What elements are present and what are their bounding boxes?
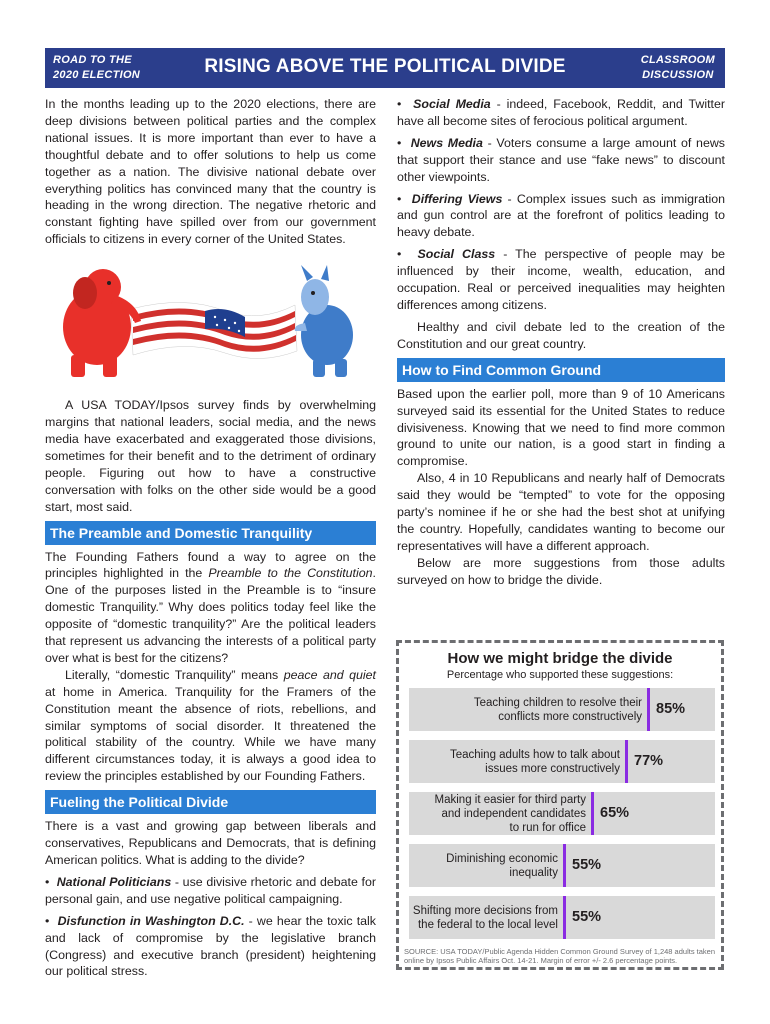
chart-value-label: 85% (656, 701, 686, 717)
section-heading-common-ground: How to Find Common Ground (397, 358, 725, 382)
activity-label-line2: DISCUSSION (642, 69, 714, 81)
illustration (45, 265, 376, 379)
chart-title: How we might bridge the divide (447, 650, 673, 667)
list-item: • Social Media - indeed, Facebook, Reddit, and Twitter have all become sites of ferocious political argument. (397, 97, 725, 128)
activity-label-line1: CLASSROOM (640, 54, 715, 66)
bullet-text: - Complex issues such as immigration and gun control are at the forefront of politics leading to heavy debate. (397, 191, 725, 240)
fueling-intro: There is a vast and growing gap between liberals and conservatives, Republicans and Democrats, that is defining American politics. What is adding to the divide? (45, 819, 376, 867)
series-label-line2: 2020 ELECTION (53, 69, 141, 81)
left-column (45, 96, 376, 980)
preamble-emphasis: Preamble to the Constitution (208, 566, 373, 581)
chart-bar (563, 896, 566, 939)
chart-bar-row (409, 896, 715, 939)
bullet-text: - use divisive rhetoric and debate for personal gain, and use negative political campaigning. (45, 874, 376, 906)
elephant-donkey-flag-illustration (45, 265, 376, 379)
section-heading-preamble: The Preamble and Domestic Tranquility (45, 521, 376, 545)
activity-label (641, 53, 715, 83)
list-item: • National Politicians - use divisive rhetoric and debate for personal gain, and use negative political campaigning. (45, 874, 376, 906)
preamble-paragraph-2 (45, 667, 376, 785)
bullet-text: - Voters consume a large amount of news that support their stance and use “fake news” to discount other viewpoints. (397, 135, 725, 184)
section-heading-fueling: Fueling the Political Divide (45, 790, 376, 814)
chart-category-label-line: the federal to the local level (417, 918, 558, 931)
chart-category-label-line: issues more constructively (485, 762, 620, 775)
list-item: • News Media - Voters consume a large amount of news that support their stance and use “fake news” to discount other viewpoints. (397, 135, 725, 184)
chart-category-label (409, 792, 591, 835)
series-label-line1: ROAD TO THE (53, 54, 132, 66)
chart-value-label: 55% (572, 857, 602, 873)
preamble-text: Literally, “domestic Tranquility” means (65, 667, 284, 682)
chart-bars (409, 688, 715, 948)
chart-category-label-line: Diminishing economic (446, 852, 558, 865)
chart-category-label (409, 896, 563, 939)
chart-category-label-line: Teaching children to resolve their (473, 696, 642, 709)
preamble-paragraph-1 (45, 549, 376, 667)
preamble-text: The Founding Fathers found a way to agree on the principles highlighted in the (45, 549, 376, 581)
right-column (397, 96, 725, 589)
chart-bar-row (409, 844, 715, 887)
bullet-label: Social Media (413, 97, 491, 111)
elephant-icon (63, 269, 141, 377)
chart-value-label: 55% (572, 909, 602, 925)
list-item: • Disfunction in Washington D.C. - we hear the toxic talk and lack of compromise by the legislative branch (Congress) and executive branch (president) heightening our political stress. (45, 913, 376, 979)
donkey-icon (295, 265, 353, 377)
chart-bar-row (409, 792, 715, 835)
chart-category-label-line: Making it easier for third party (434, 793, 586, 806)
chart-bar (563, 844, 566, 887)
chart-category-label (409, 844, 563, 887)
preamble-text: at home in America. Tranquility for the Framers of the Constitution meant the absence of riots, rebellions, and similar symptoms of social disorder. It threatened the political stability of the country. While we have many different circumstances today, it is always a good idea to review the principles established by our Founding Fathers. (45, 684, 376, 784)
chart-category-label (409, 740, 625, 783)
survey-paragraph: A USA TODAY/Ipsos survey finds by overwhelming margins that national leaders, social media, and the news media have exacerbated and exaggerated those divisions, sometimes for their benefit and to the detriment of ordinary people. Figuring out how to have a constructive conversation with folks on the other side would be a good start, most said. (45, 398, 376, 514)
header-banner (45, 48, 725, 88)
preamble-text: . One of the purposes listed in the Preamble is to “insure domestic Tranquility.” Why does politics today feel like the opposite of “domestic tranquility?” Are the political leaders that represent us advancing the interests of a political party over what is best for the citizens? (45, 566, 376, 665)
common-ground-paragraph-1: Based upon the earlier poll, more than 9 of 10 Americans surveyed said its essential for the United States to reduce divisiveness. Knowing that we need to find more common ground to unite our nation, is a good start in finding a compromise. (397, 386, 725, 469)
chart-category-label-line: to run for office (509, 821, 586, 834)
chart-bar-row (409, 688, 715, 731)
page-title: RISING ABOVE THE POLITICAL DIVIDE (204, 56, 566, 77)
bullet-label: Disfunction in Washington D.C. (57, 913, 245, 928)
intro-paragraph: In the months leading up to the 2020 elections, there are deep divisions between political parties and the complex national issues. It is more important than ever to have a thoughtful debate and to offer solutions to help us come together as a nation. The divisive national debate over everything politics has convinced many that the country is heading in the wrong direction. The negative rhetoric and constant fighting have spilled over from our government officials to citizens in every corner of the United States. (45, 97, 376, 247)
chart-value-label: 65% (600, 805, 630, 821)
chart-category-label-line: conflicts more constructively (498, 710, 642, 723)
bullet-text: - indeed, Facebook, Reddit, and Twitter have all become sites of ferocious political argument. (397, 97, 725, 128)
bullet-text: - The perspective of people may be influenced by their income, wealth, education, and occupation. Real or perceived inequalities may heighten differences among citizens. (397, 247, 725, 312)
chart-source: SOURCE: USA TODAY/Public Agenda Hidden Common Ground Survey of 1,248 adults taken online by Ipsos Public Affairs Oct. 14-21. Margin of error +/- 2.6 percentage points. (404, 947, 715, 965)
chart-bar (591, 792, 594, 835)
bridge-divide-chart (396, 640, 724, 970)
bullet-text: - we hear the toxic talk and lack of compromise by the legislative branch (Congress) and executive branch (president) heightening our political stress. (45, 913, 376, 979)
chart-category-label-line: Teaching adults how to talk about (449, 748, 620, 761)
preamble-emphasis: peace and quiet (283, 667, 376, 682)
chart-bar-row (409, 740, 715, 783)
bullet-label: Social Class (417, 247, 496, 262)
common-ground-paragraph-2: Also, 4 in 10 Republicans and nearly half of Democrats said they would be “tempted” to vote for the opposing party’s nominee if he or she had the best shot at unifying the country. Hopefully, candidates wanting to become our representatives will have a different approach. (397, 471, 725, 553)
list-item: • Differing Views - Complex issues such as immigration and gun control are at the forefront of politics leading to heavy debate. (397, 191, 725, 240)
bullet-label: News Media (410, 135, 483, 150)
bullet-label: Differing Views (411, 191, 503, 206)
chart-bar (647, 688, 650, 731)
chart-category-label (409, 688, 647, 731)
chart-category-label-line: and independent candidates (441, 807, 586, 820)
chart-value-label: 77% (634, 753, 664, 769)
common-ground-paragraph-3: Below are more suggestions from those adults surveyed on how to bridge the divide. (397, 555, 725, 587)
chart-bar (625, 740, 628, 783)
us-flag-icon (131, 303, 297, 359)
chart-subtitle: Percentage who supported these suggestions: (446, 669, 674, 681)
fueling-closing: Healthy and civil debate led to the creation of the Constitution and our great country. (397, 319, 725, 351)
list-item: • Social Class - The perspective of people may be influenced by their income, wealth, education, and occupation. Real or perceived inequalities may heighten differences among citizens. (397, 247, 725, 312)
chart-category-label-line: inequality (509, 866, 558, 879)
bullet-label: National Politicians (56, 874, 172, 889)
chart-category-label-line: Shifting more decisions from (412, 904, 558, 917)
